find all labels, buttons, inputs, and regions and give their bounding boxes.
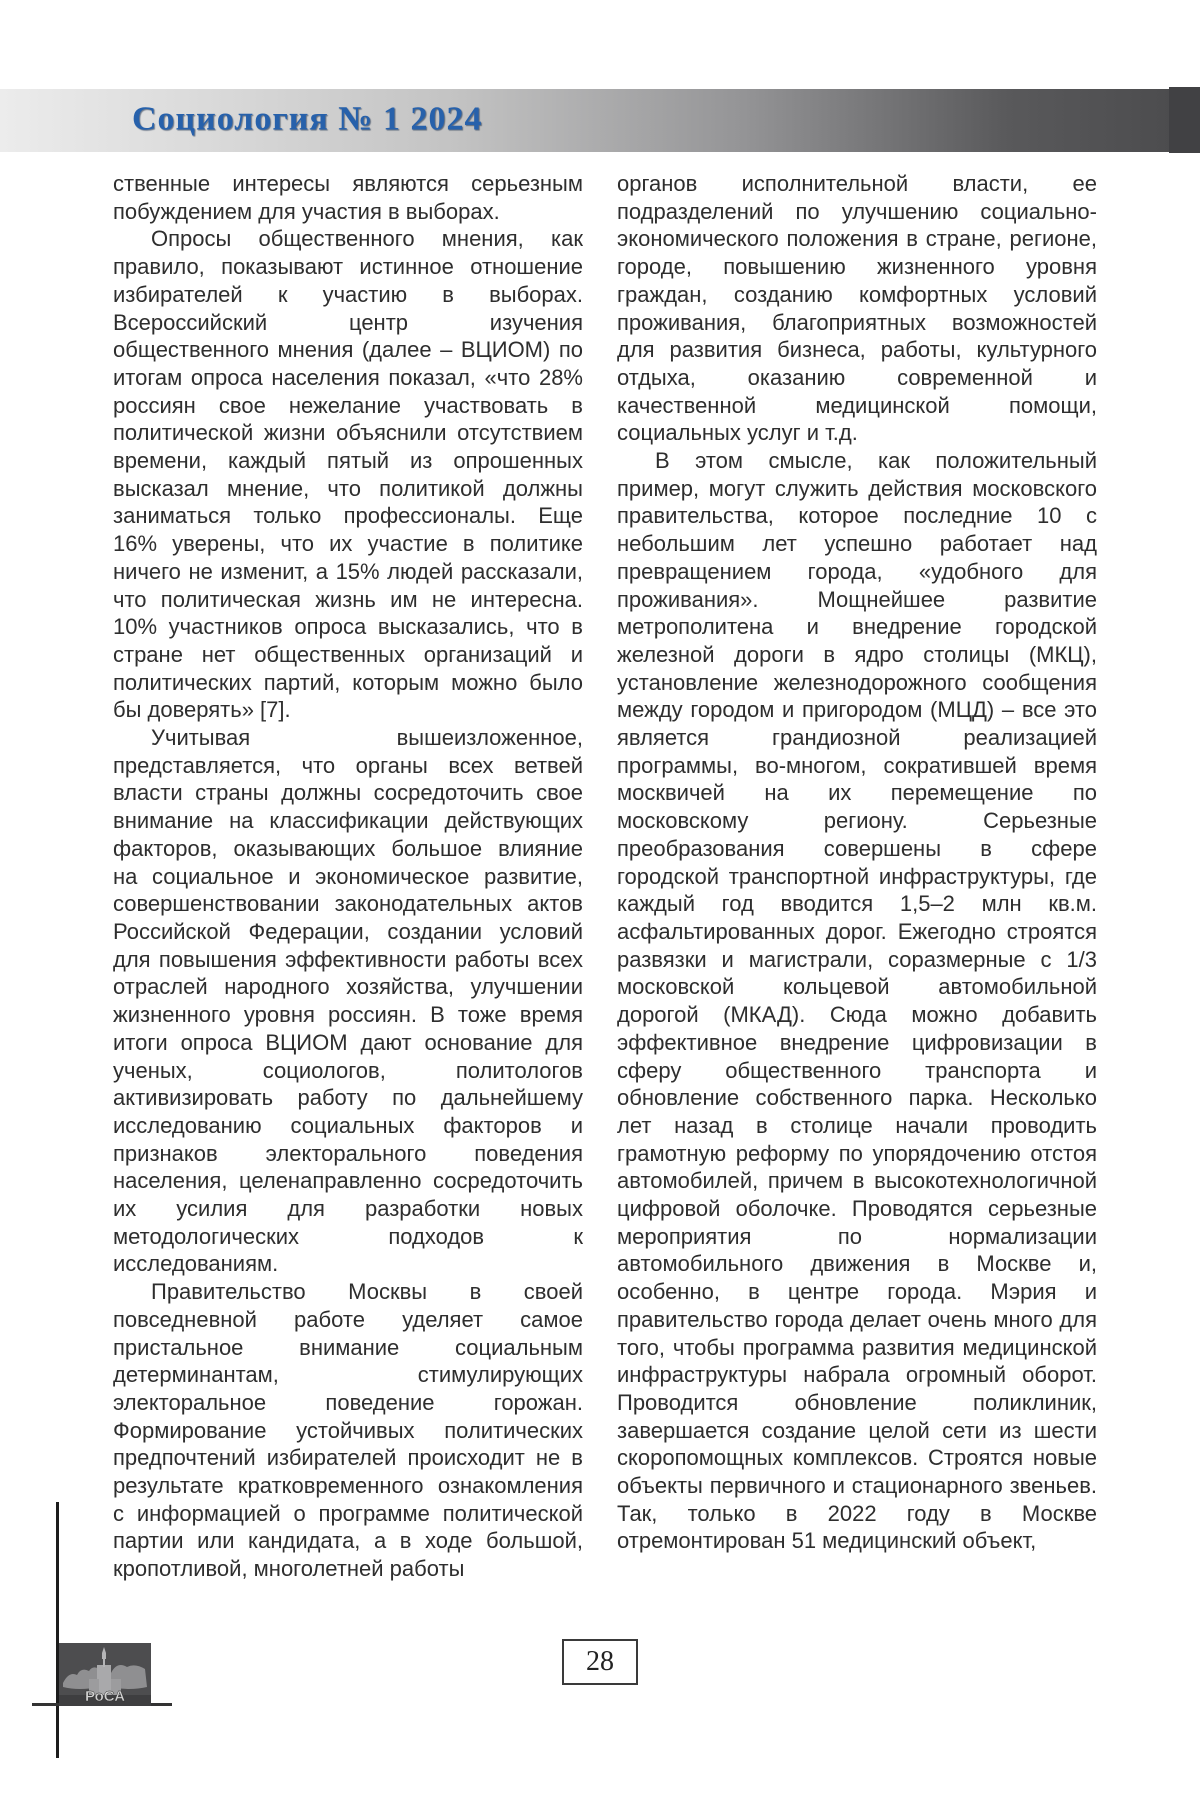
text-column-right [617,170,1097,1555]
journal-header-band [0,89,1200,152]
text-column-left [113,170,583,1583]
journal-title: Социология № 1 2024 [132,99,483,137]
rosa-logo-text: РоСА [84,1688,126,1705]
crop-mark-vertical [56,1502,59,1758]
page-number: 28 [586,1646,614,1677]
header-right-tab [1169,87,1200,153]
body-paragraph: органов исполнительной власти, ее подразделений по улучшению социально-экономического положения в стране, регионе, городе, повышению жизненного уровня граждан, созданию комфортных условий проживания, благоприятных возможностей для развития бизнеса, работы, культурного отдыха, оказанию современной и качественной медицинской помощи, социальных услуг и т.д. [617,171,1097,446]
body-paragraph: Опросы общественного мнения, как правило, показывают истинное отношение избирателей к участию в выборах. Всероссийский центр изучения общественного мнения (далее – ВЦИОМ) по итогам опроса населения показал, «что 28% россиян свое нежелание участвовать в политической жизни объяснили отсутствием времени, каждый пятый из опрошенных высказал мнение, что политикой должны заниматься только профессионалы. Еще 16% уверены, что их участие в политике ничего не изменит, а 15% людей рассказали, что политическая жизнь им не интересна. 10% участников опроса высказались, что в стране нет общественных организаций и политических партий, которым можно было бы доверять» [7]. [113,226,583,723]
page-number-box [562,1639,638,1685]
body-paragraph: Учитывая вышеизложенное, представляется, что органы всех ветвей власти страны должны сосредоточить свое внимание на классификации действующих факторов, оказывающих большое влияние на социальное и экономическое развитие, совершенствовании законодательных актов Российской Федерации, создании условий для повышения эффективности работы всех отраслей народного хозяйства, улучшении жизненного уровня россиян. В тоже время итоги опроса ВЦИОМ дают основание для ученых, социологов, политологов активизировать работу по дальнейшему исследованию социальных факторов и признаков электорального поведения населения, целенаправленно сосредоточить их усилия для разработки новых методологических подходов к исследованиям. [113,725,583,1277]
body-paragraph: ственные интересы являются серьезным побуждением для участия в выборах. [113,171,583,224]
body-paragraph: В этом смысле, как положительный пример, могут служить действия московского правительства, которое последние 10 с небольшим лет успешно работает над превращением города, «удобного для проживания». Мощнейшее развитие метрополитена и внедрение городской железной дороги в ядро столицы (МКЦ), установление железнодорожного сообщения между городом и пригородом (МЦД) – все это является грандиозной реализацией программы, во-многом, сократившей время москвичей на их перемещение по московскому региону. Серьезные преобразования совершены в сфере городской транспортной инфраструктуры, где каждый год вводится 1,5–2 млн кв.м. асфальтированных дорог. Ежегодно строятся развязки и магистрали, соразмерные с 1/3 московской кольцевой автомобильной дорогой (МКАД). Сюда можно добавить эффективное внедрение цифровизации в сферу общественного транспорта и обновление собственного парка. Несколько лет назад в столице начали проводить грамотную реформу по упорядочению отстоя автомобилей, причем в высокотехнологичной цифровой оболочке. Проводятся серьезные мероприятия по нормализации автомобильного движения в Москве и, особенно, в центре города. Мэрия и правительство города делает очень много для того, чтобы программа развития медицинской инфраструктуры набрала огромный оборот. Проводится обновление поликлиник, завершается создание целой сети из шести скоропомощных комплексов. Строятся новые объекты первичного и стационарного звеньев. Так, только в 2022 году в Москве отремонтирован 51 медицинский объект, [617,448,1097,1554]
body-paragraph: Правительство Москвы в своей повседневной работе уделяет самое пристальное внимание социальным детерминантам, стимулирующих электоральное поведение горожан. Формирование устойчивых политических предпочтений избирателей происходит не в результате кратковременного ознакомления с информацией о программе политической партии или кандидата, а в ходе большой, кропотливой, многолетней работы [113,1279,583,1582]
rosa-logo [59,1643,151,1706]
